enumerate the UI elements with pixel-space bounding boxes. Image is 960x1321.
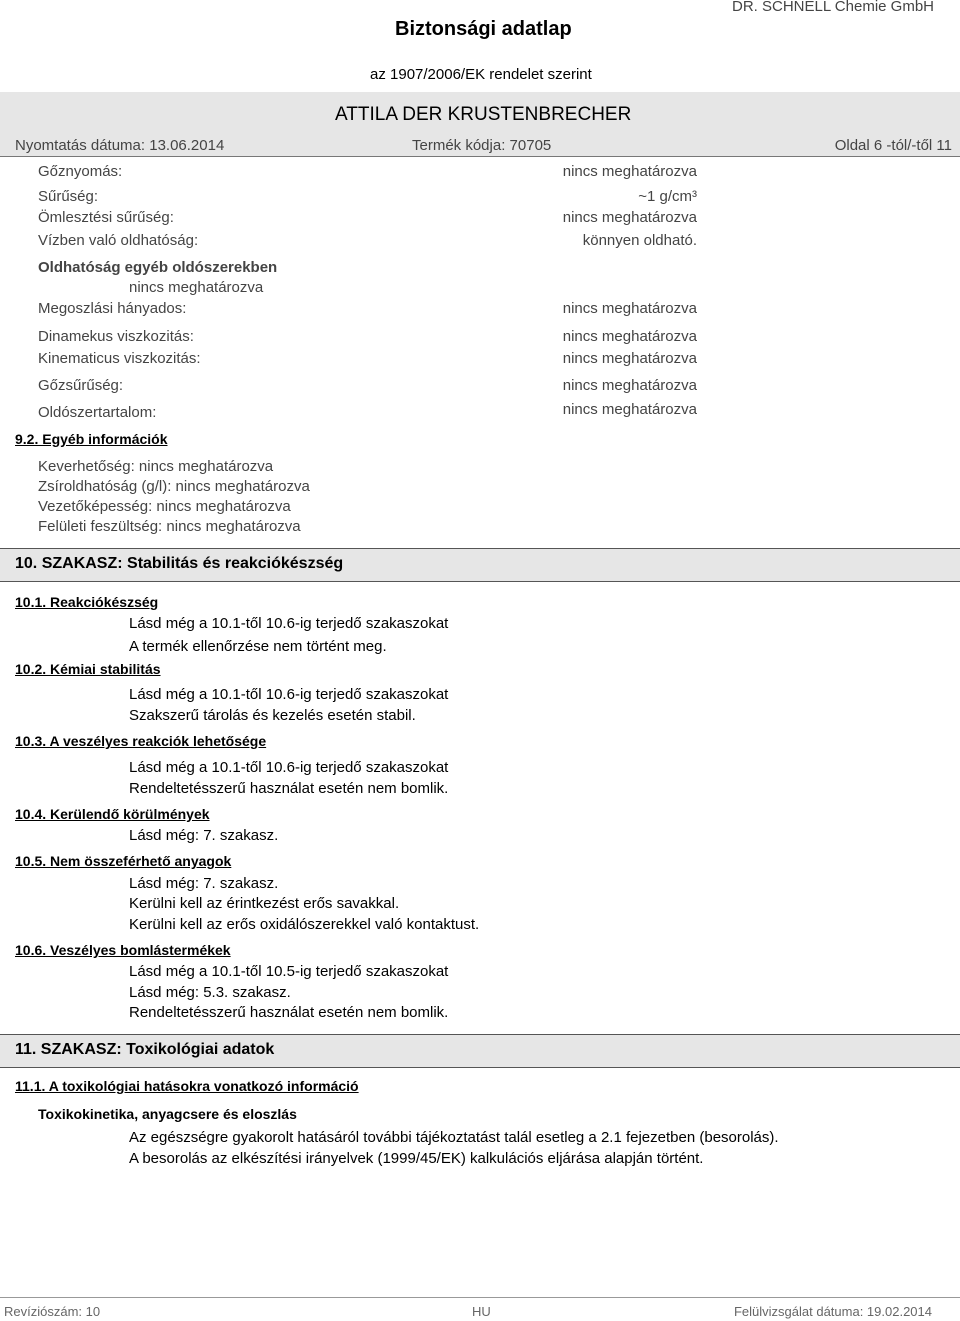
company-name: DR. SCHNELL Chemie GmbH [732, 0, 934, 15]
vapor-density-value: nincs meghatározva [562, 377, 697, 394]
subsection-line: Lásd még: 7. szakasz. [129, 827, 279, 844]
partition-coefficient-value: nincs meghatározva [562, 300, 697, 317]
subsection-line: Lásd még a 10.1-től 10.6-ig terjedő szakaszokat [129, 686, 449, 703]
review-date: Felülvizsgálat dátuma: 19.02.2014 [733, 1304, 932, 1319]
other-info-line: Keverhetőség: nincs meghatározva [38, 458, 274, 475]
density-value: ~1 g/cm³ [638, 188, 697, 205]
print-date: Nyomtatás dátuma: 13.06.2014 [15, 137, 225, 154]
subsection-line: Kerülni kell az erős oxidálószerekkel való kontaktust. [129, 916, 480, 933]
page-number: Oldal 6 -tól/-től 11 [834, 137, 952, 154]
subsection-line: Lásd még a 10.1-től 10.6-ig terjedő szakaszokat [129, 759, 449, 776]
other-info-line: Zsíroldhatóság (g/l): nincs meghatározva [38, 478, 310, 495]
revision-number: Revíziószám: 10 [4, 1304, 101, 1319]
other-info-line: Felületi feszültség: nincs meghatározva [38, 518, 301, 535]
section-11-title: 11. SZAKASZ: Toxikológiai adatok [15, 1041, 275, 1058]
subsection-line: Rendeltetésszerű használat esetén nem bomlik. [129, 1004, 449, 1021]
subsection-line: Kerülni kell az érintkezést erős savakkal. [129, 895, 400, 912]
subsection-heading: 10.3. A veszélyes reakciók lehetősége [15, 733, 267, 749]
density-label: Sűrűség: [38, 188, 99, 205]
product-code: Termék kódja: 70705 [412, 137, 552, 154]
subsection-heading: 10.5. Nem összeférhető anyagok [15, 853, 232, 869]
language-code: HU [472, 1304, 491, 1319]
other-solubility-value: nincs meghatározva [129, 279, 264, 296]
subsection-heading: 10.1. Reakciókészség [15, 594, 159, 610]
subsection-line: Rendeltetésszerű használat esetén nem bomlik. [129, 780, 449, 797]
kinematic-viscosity-value: nincs meghatározva [562, 350, 697, 367]
product-name: ATTILA DER KRUSTENBRECHER [335, 104, 632, 125]
subsection-heading: 11.1. A toxikológiai hatásokra vonatkozó információ [15, 1078, 359, 1094]
kinematic-viscosity-label: Kinematicus viszkozitás: [38, 350, 201, 367]
partition-coefficient-label: Megoszlási hányados: [38, 300, 187, 317]
toxicology-line: A besorolás az elkészítési irányelvek (1999/45/EK) kalkulációs eljárása alapján történt. [129, 1150, 704, 1167]
footer-rule [0, 1297, 960, 1298]
subsection-heading: 10.4. Kerülendő körülmények [15, 806, 210, 822]
other-info-line: Vezetőképesség: nincs meghatározva [38, 498, 291, 515]
regulation-text: az 1907/2006/EK rendelet szerint [370, 66, 592, 83]
bulk-density-label: Ömlesztési sűrűség: [38, 209, 174, 226]
subsection-line: Lásd még: 7. szakasz. [129, 875, 279, 892]
other-info-heading: 9.2. Egyéb információk [15, 431, 168, 447]
document-title: Biztonsági adatlap [395, 18, 572, 40]
toxicokinetics-heading: Toxikokinetika, anyagcsere és eloszlás [38, 1106, 297, 1122]
subsection-line: A termék ellenőrzése nem történt meg. [129, 638, 387, 655]
solvent-content-label: Oldószertartalom: [38, 404, 157, 421]
vapor-pressure-value: nincs meghatározva [562, 163, 697, 180]
toxicology-line: Az egészségre gyakorolt hatásáról további tájékoztatást talál esetleg a 2.1 fejezetben (besorolás). [129, 1129, 779, 1146]
section-10-title: 10. SZAKASZ: Stabilitás és reakciókészség [15, 555, 344, 572]
subsection-heading: 10.6. Veszélyes bomlástermékek [15, 942, 231, 958]
dynamic-viscosity-label: Dinamekus viszkozitás: [38, 328, 194, 345]
subsection-line: Lásd még a 10.1-től 10.5-ig terjedő szakaszokat [129, 963, 449, 980]
solvent-content-value: nincs meghatározva [562, 401, 697, 418]
other-solubility-heading: Oldhatóság egyéb oldószerekben [38, 259, 278, 276]
dynamic-viscosity-value: nincs meghatározva [562, 328, 697, 345]
bulk-density-value: nincs meghatározva [562, 209, 697, 226]
subsection-heading: 10.2. Kémiai stabilitás [15, 661, 161, 677]
subsection-line: Lásd még a 10.1-től 10.6-ig terjedő szakaszokat [129, 615, 449, 632]
vapor-pressure-label: Gőznyomás: [38, 163, 123, 180]
water-solubility-label: Vízben való oldhatóság: [38, 232, 199, 249]
vapor-density-label: Gőzsűrűség: [38, 377, 124, 394]
subsection-line: Szakszerű tárolás és kezelés esetén stabil. [129, 707, 416, 724]
subsection-line: Lásd még: 5.3. szakasz. [129, 984, 291, 1001]
water-solubility-value: könnyen oldható. [582, 232, 697, 249]
